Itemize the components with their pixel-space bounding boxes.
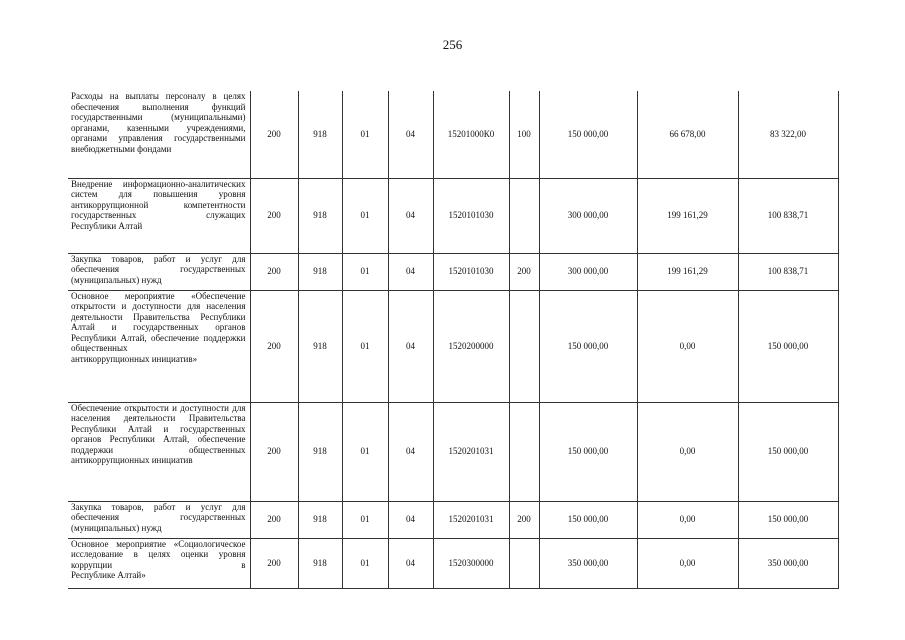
cell-code-2: 918 bbox=[298, 402, 342, 501]
cell-amount-executed: 66 678,00 bbox=[637, 91, 738, 178]
cell-amount-remaining: 150 000,00 bbox=[738, 402, 838, 501]
cell-target-article: 15201000К0 bbox=[433, 91, 509, 178]
cell-code-1: 200 bbox=[250, 402, 298, 501]
table-row bbox=[68, 253, 838, 290]
cell-code-4: 04 bbox=[388, 91, 433, 178]
cell-target-article: 1520201031 bbox=[433, 501, 509, 538]
table-row bbox=[68, 290, 838, 402]
row-description: Основное мероприятие «Обеспечение открытости и доступности для населения деятельности Правительства Республики Алтай и государственных органов Республики Алтай, обеспечение поддержки общественных антикоррупционных инициатив» bbox=[68, 290, 250, 402]
cell-code-4: 04 bbox=[388, 538, 433, 588]
cell-code-2: 918 bbox=[298, 290, 342, 402]
cell-code-1: 200 bbox=[250, 501, 298, 538]
cell-amount-planned: 300 000,00 bbox=[539, 178, 637, 253]
cell-code-1: 200 bbox=[250, 290, 298, 402]
cell-amount-remaining: 150 000,00 bbox=[738, 501, 838, 538]
row-description: Основное мероприятие «Социологическое исследование в целях оценки уровня коррупции в Республике Алтай» bbox=[68, 538, 250, 588]
cell-amount-planned: 300 000,00 bbox=[539, 253, 637, 290]
row-description: Расходы на выплаты персоналу в целях обеспечения выполнения функций государственными (муниципальными) органами, казенными учреждениями, органами управления государственными внебюджетными фондами bbox=[68, 91, 250, 178]
cell-expense-type: 200 bbox=[509, 501, 539, 538]
cell-target-article: 1520101030 bbox=[433, 253, 509, 290]
cell-code-3: 01 bbox=[342, 538, 388, 588]
cell-target-article: 1520300000 bbox=[433, 538, 509, 588]
cell-code-4: 04 bbox=[388, 290, 433, 402]
cell-code-1: 200 bbox=[250, 253, 298, 290]
cell-code-1: 200 bbox=[250, 538, 298, 588]
cell-code-3: 01 bbox=[342, 501, 388, 538]
cell-amount-executed: 0,00 bbox=[637, 290, 738, 402]
cell-expense-type bbox=[509, 178, 539, 253]
table-row bbox=[68, 402, 838, 501]
cell-amount-executed: 199 161,29 bbox=[637, 253, 738, 290]
cell-amount-executed: 0,00 bbox=[637, 402, 738, 501]
cell-code-1: 200 bbox=[250, 178, 298, 253]
cell-amount-remaining: 100 838,71 bbox=[738, 178, 838, 253]
cell-expense-type bbox=[509, 538, 539, 588]
cell-amount-planned: 150 000,00 bbox=[539, 290, 637, 402]
cell-amount-remaining: 100 838,71 bbox=[738, 253, 838, 290]
cell-amount-executed: 199 161,29 bbox=[637, 178, 738, 253]
cell-code-4: 04 bbox=[388, 178, 433, 253]
cell-amount-planned: 350 000,00 bbox=[539, 538, 637, 588]
cell-code-2: 918 bbox=[298, 253, 342, 290]
cell-code-3: 01 bbox=[342, 178, 388, 253]
cell-target-article: 1520200000 bbox=[433, 290, 509, 402]
cell-expense-type bbox=[509, 402, 539, 501]
table-row bbox=[68, 91, 838, 178]
cell-code-2: 918 bbox=[298, 91, 342, 178]
cell-code-2: 918 bbox=[298, 538, 342, 588]
cell-expense-type: 200 bbox=[509, 253, 539, 290]
budget-table bbox=[68, 91, 839, 589]
cell-amount-remaining: 350 000,00 bbox=[738, 538, 838, 588]
table-row bbox=[68, 501, 838, 538]
cell-expense-type bbox=[509, 290, 539, 402]
cell-amount-executed: 0,00 bbox=[637, 501, 738, 538]
row-description: Внедрение информационно-аналитических систем для повышения уровня антикоррупционной компетентности государственных служащих Республики Алтай bbox=[68, 178, 250, 253]
cell-target-article: 1520201031 bbox=[433, 402, 509, 501]
table-row bbox=[68, 178, 838, 253]
cell-expense-type: 100 bbox=[509, 91, 539, 178]
cell-amount-planned: 150 000,00 bbox=[539, 91, 637, 178]
cell-code-4: 04 bbox=[388, 253, 433, 290]
cell-code-3: 01 bbox=[342, 290, 388, 402]
budget-table-body bbox=[68, 91, 838, 588]
cell-code-1: 200 bbox=[250, 91, 298, 178]
cell-code-2: 918 bbox=[298, 501, 342, 538]
table-row bbox=[68, 538, 838, 588]
cell-amount-planned: 150 000,00 bbox=[539, 402, 637, 501]
cell-code-4: 04 bbox=[388, 402, 433, 501]
cell-code-2: 918 bbox=[298, 178, 342, 253]
page-number: 256 bbox=[442, 37, 463, 52]
cell-amount-planned: 150 000,00 bbox=[539, 501, 637, 538]
cell-code-4: 04 bbox=[388, 501, 433, 538]
cell-amount-remaining: 83 322,00 bbox=[738, 91, 838, 178]
row-description: Закупка товаров, работ и услуг для обеспечения государственных (муниципальных) нужд bbox=[68, 501, 250, 538]
cell-code-3: 01 bbox=[342, 91, 388, 178]
cell-code-3: 01 bbox=[342, 402, 388, 501]
cell-code-3: 01 bbox=[342, 253, 388, 290]
cell-amount-remaining: 150 000,00 bbox=[738, 290, 838, 402]
cell-amount-executed: 0,00 bbox=[637, 538, 738, 588]
row-description: Обеспечение открытости и доступности для населения деятельности Правительства Республики Алтай и государственных органов Республики Алтай, обеспечение поддержки общественных антикоррупционных инициатив bbox=[68, 402, 250, 501]
row-description: Закупка товаров, работ и услуг для обеспечения государственных (муниципальных) нужд bbox=[68, 253, 250, 290]
cell-target-article: 1520101030 bbox=[433, 178, 509, 253]
